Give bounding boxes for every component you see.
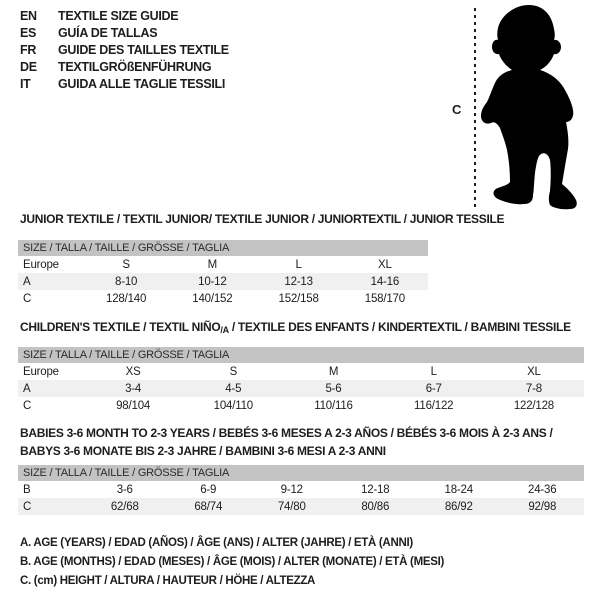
row-label: Europe (23, 258, 59, 271)
table-cell: 68/74 (194, 500, 223, 513)
language-row-it (20, 76, 229, 93)
junior-section-title: JUNIOR TEXTILE / TEXTIL JUNIOR/ TEXTILE JUNIOR / JUNIORTEXTIL / JUNIOR TESSILE (20, 212, 505, 226)
language-code: IT (20, 77, 31, 91)
language-row-en (20, 8, 229, 25)
language-row-es (20, 25, 229, 42)
legend-notes (20, 534, 444, 591)
table-cell: 7-8 (525, 382, 542, 395)
table-cell: XL (527, 365, 541, 378)
legend-note-c: C. (cm) HEIGHT / ALTURA / HAUTEUR / HÖHE / ALTEZZA (20, 575, 316, 587)
size-header-bar: SIZE / TALLA / TAILLE / GRÖSSE / TAGLIA (18, 347, 584, 363)
children-title-prefix: CHILDREN'S TEXTILE / TEXTIL NIÑO (20, 320, 221, 334)
language-label: GUIDE DES TAILLES TEXTILE (58, 43, 229, 57)
table-row-height (18, 498, 584, 515)
table-cell: XL (378, 258, 392, 271)
table-cell: 92/98 (528, 500, 557, 513)
table-cell: 116/122 (414, 399, 454, 412)
table-cell: 6-7 (425, 382, 442, 395)
table-cell: 158/170 (364, 292, 405, 305)
language-code: EN (20, 9, 37, 23)
table-cell: 10-12 (198, 275, 227, 288)
table-row-height (18, 397, 584, 414)
language-code: ES (20, 26, 37, 40)
table-cell: 110/116 (314, 399, 353, 412)
table-cell: 8-10 (115, 275, 138, 288)
table-cell: 14-16 (370, 275, 400, 288)
table-cell: S (122, 258, 130, 271)
table-cell: 3-6 (116, 483, 133, 496)
children-size-table (18, 347, 584, 414)
children-section-title (20, 320, 571, 335)
table-cell: 74/80 (277, 500, 306, 513)
size-header-bar: SIZE / TALLA / TAILLE / GRÖSSE / TAGLIA (18, 240, 428, 256)
table-cell: 12-18 (361, 483, 390, 496)
table-cell: S (229, 365, 238, 378)
language-label: GUÍA DE TALLAS (58, 26, 158, 40)
table-cell: 98/104 (116, 399, 151, 412)
size-header-bar: SIZE / TALLA / TAILLE / GRÖSSE / TAGLIA (18, 465, 584, 481)
table-cell: 12-13 (284, 275, 313, 288)
language-label: TEXTILGRÖßENFÜHRUNG (58, 60, 212, 74)
language-label: TEXTILE SIZE GUIDE (58, 9, 179, 23)
table-cell: 18-24 (444, 483, 473, 496)
row-label: B (23, 483, 31, 496)
language-code: FR (20, 43, 37, 57)
table-cell: 80/86 (361, 500, 390, 513)
table-row-height (18, 290, 428, 307)
table-cell: XS (125, 365, 141, 378)
table-cell: 104/110 (213, 399, 253, 412)
language-row-de (20, 59, 229, 76)
table-row-age-months (18, 481, 584, 498)
babies-section-title (20, 424, 580, 460)
legend-note-a: A. AGE (YEARS) / EDAD (AÑOS) / ÂGE (ANS) / ALTER (JAHRE) / ETÀ (ANNI) (20, 537, 413, 549)
table-cell: M (328, 365, 339, 378)
babies-title-line2: BABYS 3-6 MONATE BIS 2-3 JAHRE / BAMBINI 3-6 MESI A 2-3 ANNI (20, 444, 386, 458)
table-cell: M (207, 258, 218, 271)
height-measure-label: C (452, 102, 462, 117)
toddler-silhouette-figure (450, 2, 595, 214)
row-label: A (23, 275, 31, 288)
table-cell: L (430, 365, 437, 378)
table-cell: L (295, 258, 302, 271)
language-guide-list (20, 8, 229, 93)
children-title-suffix: / TEXTILE DES ENFANTS / KINDERTEXTIL / BAMBINI TESSILE (228, 320, 571, 334)
row-label: A (23, 382, 31, 395)
table-cell: 140/152 (192, 292, 233, 305)
table-cell: 152/158 (278, 292, 319, 305)
babies-title-line1: BABIES 3-6 MONTH TO 2-3 YEARS / BEBÉS 3-6 MESES A 2-3 AÑOS / BÉBÉS 3-6 MOIS À 2-3 ANS / (20, 426, 553, 440)
table-row-europe (18, 256, 428, 273)
row-label: C (23, 292, 32, 305)
row-label: Europe (23, 365, 59, 378)
junior-size-table (18, 240, 428, 307)
table-cell: 24-36 (528, 483, 557, 496)
table-cell: 128/140 (106, 292, 147, 305)
language-label: GUIDA ALLE TAGLIE TESSILI (58, 77, 226, 91)
table-cell: 9-12 (280, 483, 303, 496)
babies-size-table (18, 465, 584, 515)
toddler-silhouette (481, 5, 577, 209)
table-row-age (18, 273, 428, 290)
row-label: C (23, 500, 32, 513)
table-cell: 6-9 (200, 483, 217, 496)
children-title-sub: /A (220, 325, 229, 335)
table-cell: 4-5 (225, 382, 242, 395)
language-code: DE (20, 60, 37, 74)
table-cell: 5-6 (325, 382, 342, 395)
legend-note-b: B. AGE (MONTHS) / EDAD (MESES) / ÂGE (MOIS) / ALTER (MONATE) / ETÀ (MESI) (20, 556, 445, 568)
table-row-europe (18, 363, 584, 380)
table-cell: 86/92 (444, 500, 473, 513)
table-row-age (18, 380, 584, 397)
language-row-fr (20, 42, 229, 59)
table-cell: 62/68 (110, 500, 139, 513)
row-label: C (23, 399, 32, 412)
table-cell: 122/128 (513, 399, 554, 412)
table-cell: 3-4 (125, 382, 142, 395)
